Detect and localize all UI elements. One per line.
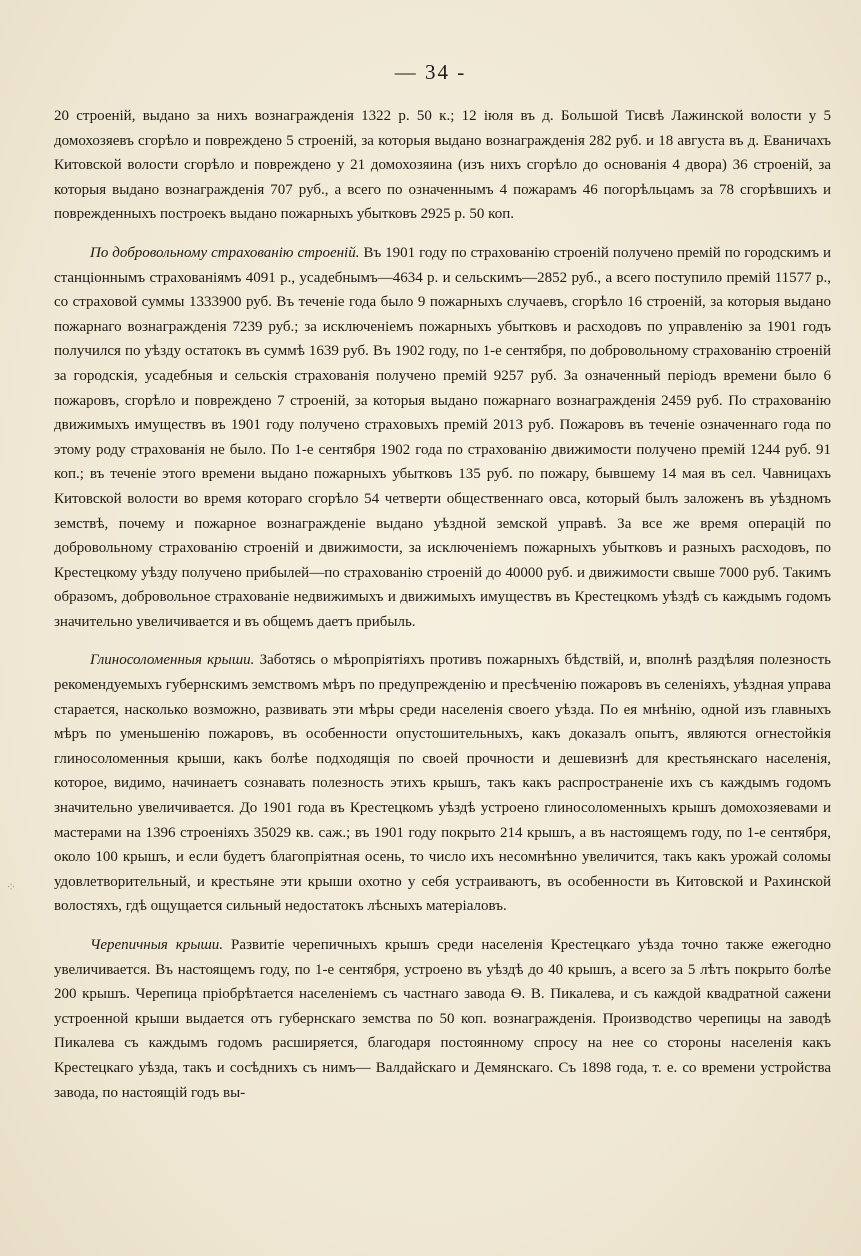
paragraph-lead-heading: Глиносоломенныя крыши.: [90, 652, 255, 669]
paragraph-text: Развитіе черепичныхъ крышъ среди населенія Крестецкаго уѣзда точно также ежегодно увеличивается. Въ настоящемъ году, по 1-е сентября, устроено въ уѣздѣ до 40 крышъ, а всего за 5 лѣтъ покрыто болѣе 200 крышъ. Черепица пріобрѣтается населеніемъ съ частнаго завода Ѳ. В. Пикалева, и съ каждой квадратной сажени устроенной крыши выдается отъ губернскаго земства по 50 коп. вознагражденія. Производство черепицы на заводѣ Пикалева съ каждымъ годомъ расширяется, благодаря постоянному спросу на нее со стороны населенія какъ Крестецкаго уѣзда, такъ и сосѣднихъ съ нимъ— Валдайскаго и Демянскаго. Съ 1898 года, т. е. со времени устройства завода, по настоящій годъ вы-: [54, 937, 831, 1101]
paragraph-tile-roofs: [54, 933, 831, 1105]
paragraph-voluntary-insurance: [54, 241, 831, 635]
paragraph-continuation: [54, 104, 831, 227]
paragraph-clay-straw-roofs: [54, 648, 831, 919]
page-body: [54, 104, 831, 1105]
paragraph-lead-heading: По добровольному страхованію строеній.: [90, 244, 360, 261]
paragraph-lead-heading: Черепичныя крыши.: [90, 937, 224, 953]
paragraph-text: Заботясь о мѣропріятіяхъ противъ пожарныхъ бѣдствій, и, вполнѣ раздѣляя полезность рекомендуемыхъ губернскимъ земствомъ мѣръ по предупрежденію и пресѣченію пожаровъ въ селеніяхъ, уѣздная управа старается, насколько возможно, развивать эти мѣры среди населенія своего уѣзда. По ея мнѣнію, одной изъ главныхъ мѣръ по уменьшенію пожаровъ, въ особенности опустошительныхъ, какъ доказалъ опытъ, являются огнестойкія глиносоломенныя крыши, какъ болѣе подходящія по своей прочности и дешевизнѣ для крестьянскаго населенія, которое, видимо, начинаетъ сознавать полезность этихъ крышъ, такъ какъ распространеніе ихъ съ каждымъ годомъ значительно увеличивается. До 1901 года въ Крестецкомъ уѣздѣ устроено глиносоломенныхъ крышъ домохозяевами и мастерами на 1396 строеніяхъ 35029 кв. саж.; въ 1901 году покрыто 214 крышъ, а въ настоящемъ году, по 1-е сентября, около 100 крышъ, и если будетъ благопріятная осень, то число ихъ несомнѣнно увеличится, такъ какъ урожай соломы удовлетворительный, и крестьяне эти крыши охотно у себя устраиваютъ, въ особенности въ Китовской и Рахинской волостяхъ, гдѣ ощущается сильный недостатокъ лѣсныхъ матеріаловъ.: [54, 652, 831, 915]
paragraph-text: 20 строеній, выдано за нихъ вознагражденія 1322 р. 50 к.; 12 іюля въ д. Большой Тисвѣ Лажинской волости у 5 домохозяевъ сгорѣло и повреждено 5 строеній, за которыя выдано вознагражденія 282 руб. и 18 августа въ д. Еваничахъ Китовской волости сгорѣло и повреждено у 21 домохозяина (изъ нихъ сгорѣло до основанія 4 двора) 36 строеній, за которыя выдано вознагражденія 707 руб., а всего по означеннымъ 4 пожарамъ 46 погорѣльцамъ за 78 сгорѣвшихъ и поврежденныхъ построекъ выдано пожарныхъ убытковъ 2925 р. 50 коп.: [54, 108, 831, 223]
page-number: — 34 -: [394, 60, 467, 84]
margin-speck-icon: ⁘: [6, 880, 17, 894]
paragraph-text: Въ 1901 году по страхованію строеній получено премій по городскимъ и станціоннымъ страхованіямъ 4091 р., усадебнымъ—4634 р. и сельскимъ—2852 руб., а всего поступило премій 11577 р., со страховой суммы 1333900 руб. Въ теченіе года было 9 пожарныхъ случаевъ, сгорѣло 16 строеній, за которыя выдано пожарнаго вознагражденія 7239 руб.; за исключеніемъ пожарныхъ убытковъ и расходовъ по управленію за 1901 годъ получился по уѣзду остатокъ въ суммѣ 1639 руб. Въ 1902 году, по 1-е сентября, по добровольному страхованію строеній за городскія, усадебныя и сельскія страхованія получено премій 9257 руб. За означенный періодъ времени было 6 пожаровъ, сгорѣло и повреждено 7 строеній, за которыя выдано пожарнаго вознагражденія 2459 руб. По страхованію движимыхъ имуществъ въ 1901 году получено страховыхъ премій 2013 руб. Пожаровъ въ теченіе означеннаго года по этому роду страхованія не было. По 1-е сентября 1902 года по страхованію движимости получено премій 1244 руб. 91 коп.; въ теченіе этого времени выдано пожарныхъ убытковъ 135 руб. по пожару, бывшему 14 мая въ сел. Чавницахъ Китовской волости во время котораго сгорѣло 54 четверти общественнаго овса, который былъ заложенъ въ уѣздномъ земствѣ, почему и пожарное вознагражденіе выдано уѣздной земской управѣ. За все же время операцій по добровольному страхованію строеній и движимости, за исключеніемъ пожарныхъ убытковъ и разныхъ расходовъ, по Крестецкому уѣзду получено прибылей—по страхованію строеній до 40000 руб. и движимости свыше 7000 руб. Такимъ образомъ, добровольное страхованіе недвижимыхъ и движимыхъ имуществъ въ Крестецкомъ уѣздѣ съ каждымъ годомъ значительно увеличивается и въ общемъ даетъ прибыль.: [54, 244, 831, 630]
